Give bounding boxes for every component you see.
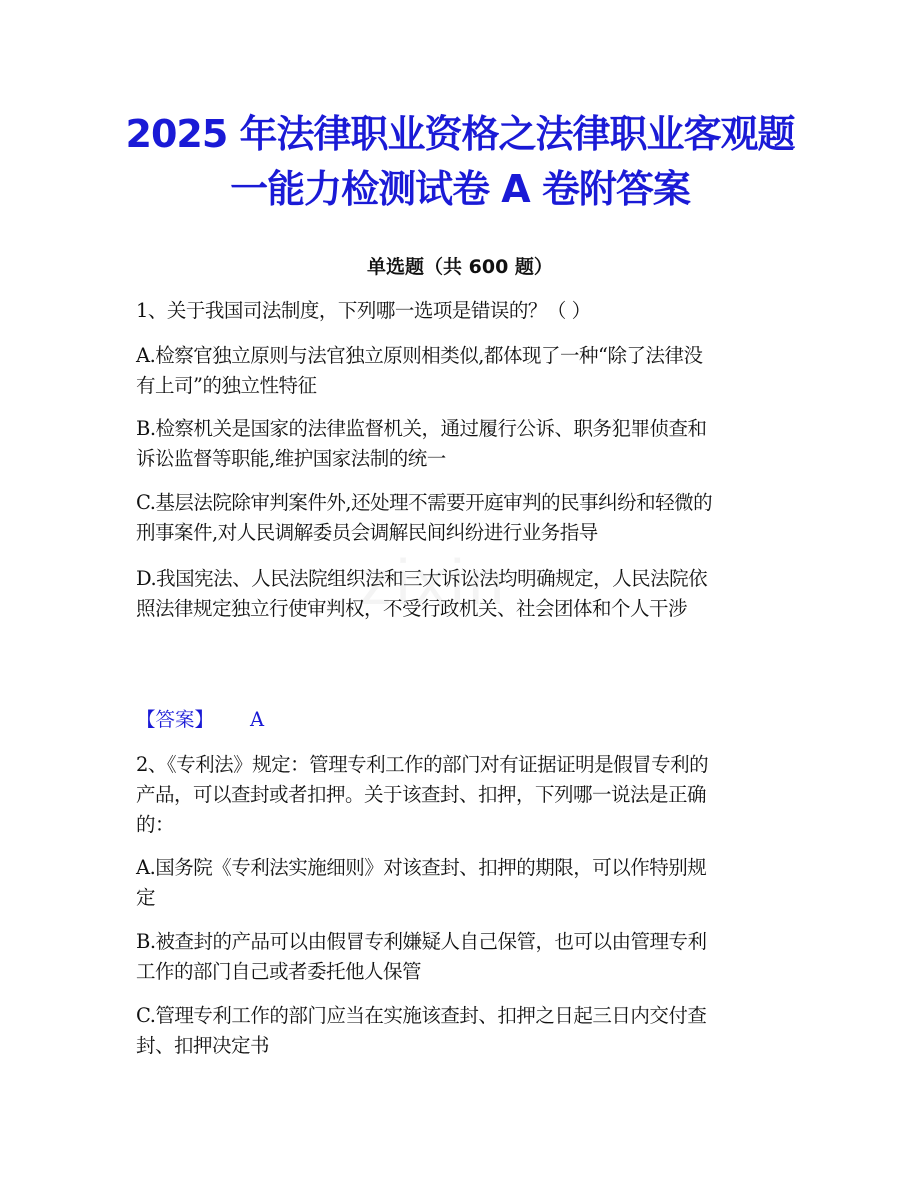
question-1-option-a-line-1: A.检察官独立原则与法官独立原则相类似,都体现了一种“除了法律没 [136,344,703,367]
question-2-option-c-line-2: 封、扣押决定书 [136,1034,270,1057]
question-2-option-b-line-1: B.被查封的产品可以由假冒专利嫌疑人自己保管，也可以由管理专利 [136,930,707,953]
question-1-option-d-line-1: D.我国宪法、人民法院组织法和三大诉讼法均明确规定，人民法院依 [136,567,708,590]
question-2-stem-line-3: 的： [136,813,175,836]
question-2-option-b-line-2: 工作的部门自己或者委托他人保管 [136,960,422,983]
question-1-answer [136,705,264,735]
question-2-option-a-line-2: 定 [136,886,156,909]
question-1-option-b-line-2: 诉讼监督等职能,维护国家法制的统一 [136,447,446,470]
question-1-option-c-line-1: C.基层法院除审判案件外,还处理不需要开庭审判的民事纠纷和轻微的 [136,491,713,514]
question-1-option-a-line-2: 有上司”的独立性特征 [136,374,317,397]
question-2-stem-line-1: 2、《专利法》规定：管理专利工作的部门对有证据证明是假冒专利的 [136,753,709,776]
answer-label: 【答案】 [136,708,215,731]
question-1-option-c-line-2: 刑事案件,对人民调解委员会调解民间纠纷进行业务指导 [136,521,598,544]
answer-value: A [250,708,265,731]
document-title-line-1: 2025 年法律职业资格之法律职业客观题 [125,112,795,156]
question-1-stem: 1、关于我国司法制度，下列哪一选项是错误的？（ ） [136,299,591,322]
section-header: 单选题（共 600 题） [367,256,553,278]
question-2-option-c-line-1: C.管理专利工作的部门应当在实施该查封、扣押之日起三日内交付查 [136,1004,707,1027]
question-2-stem-line-2: 产品，可以查封或者扣押。关于该查封、扣押，下列哪一说法是正确 [136,783,707,806]
question-1-option-b-line-1: B.检察机关是国家的法律监督机关，通过履行公诉、职务犯罪侦查和 [136,417,707,440]
question-2-option-a-line-1: A.国务院《专利法实施细则》对该查封、扣押的期限，可以作特别规 [136,856,707,879]
question-1-option-d-line-2: 照法律规定独立行使审判权，不受行政机关、社会团体和个人干涉 [136,597,688,620]
document-title-line-2: 一能力检测试卷 A 卷附答案 [230,167,690,211]
